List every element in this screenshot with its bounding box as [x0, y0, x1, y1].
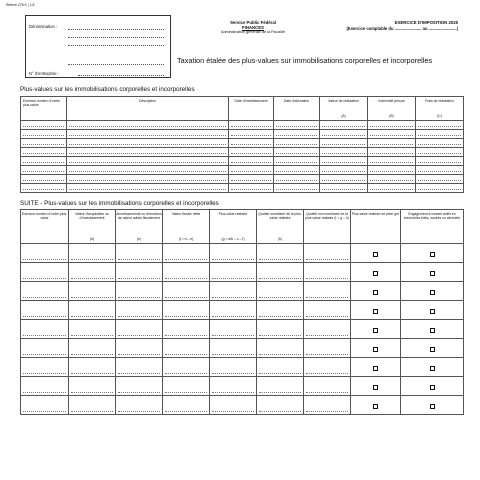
voluntary-checkbox[interactable]: [373, 271, 378, 276]
section1-input-cell[interactable]: [67, 148, 229, 157]
section2-checkbox-cell: [401, 282, 464, 301]
section1-input-cell[interactable]: [416, 130, 464, 139]
section1-input-cell[interactable]: [368, 139, 416, 148]
section1-row: [21, 148, 464, 157]
section1-input-cell[interactable]: [274, 121, 320, 130]
section1-input-cell[interactable]: [21, 121, 67, 130]
section2-row: [21, 301, 464, 320]
section1-input-cell[interactable]: [67, 130, 229, 139]
section2-input-cell[interactable]: [304, 301, 351, 320]
section1-input-cell[interactable]: [368, 157, 416, 166]
section2-checkbox-cell: [351, 263, 401, 282]
section2-row: [21, 320, 464, 339]
address-field-line[interactable]: [68, 64, 164, 65]
section2-input-cell[interactable]: [163, 263, 210, 282]
section1-input-cell[interactable]: [416, 157, 464, 166]
section2-checkbox-cell: [351, 301, 401, 320]
section1-input-cell[interactable]: [368, 184, 416, 193]
reinvestment-checkbox[interactable]: [430, 252, 435, 257]
section2-input-cell[interactable]: [116, 282, 163, 301]
section2-input-cell[interactable]: [116, 396, 163, 415]
section2-title: SUITE - Plus-values sur les immobilisations corporelles et incorporelles: [20, 200, 219, 207]
section1-input-cell[interactable]: [368, 175, 416, 184]
section1-input-cell[interactable]: [416, 148, 464, 157]
section1-input-cell[interactable]: [320, 121, 368, 130]
section1-input-cell[interactable]: [21, 130, 67, 139]
s2-col-header: Amortissements ou réductions de valeur admis fiscalement (e): [116, 210, 163, 244]
section1-input-cell[interactable]: [274, 184, 320, 193]
form-reference: Relevé 276 K | 1/2: [6, 3, 35, 7]
section2-input-cell[interactable]: [163, 282, 210, 301]
s2-col-header: Quotité non monétaire de la plus-value réalisée (i = g – h): [304, 210, 351, 244]
section1-input-cell[interactable]: [67, 139, 229, 148]
section2-input-cell[interactable]: [257, 320, 304, 339]
section2-input-cell[interactable]: [21, 244, 69, 263]
accounting-period: (Exercice comptable du ....................... au ........................): [346, 26, 458, 31]
section1-input-cell[interactable]: [67, 121, 229, 130]
section1-header-row: [21, 97, 464, 121]
section1-input-cell[interactable]: [416, 139, 464, 148]
s2-col-header: Quotité monétaire de la plus-value réalisée (h): [257, 210, 304, 244]
section2-row: [21, 244, 464, 263]
reinvestment-checkbox[interactable]: [430, 328, 435, 333]
section2-input-cell[interactable]: [163, 244, 210, 263]
section1-title: Plus-values sur les immobilisations corporelles et incorporelles: [20, 86, 195, 93]
section1-input-cell[interactable]: [320, 157, 368, 166]
voluntary-checkbox[interactable]: [373, 404, 378, 409]
section1-input-cell[interactable]: [229, 175, 274, 184]
section2-input-cell[interactable]: [163, 339, 210, 358]
section1-input-cell[interactable]: [320, 139, 368, 148]
section2-input-cell[interactable]: [210, 282, 257, 301]
enterprise-number-label: N° d'entreprise :: [29, 71, 59, 76]
section1-input-cell[interactable]: [21, 139, 67, 148]
section1-input-cell[interactable]: [274, 130, 320, 139]
section1-input-cell[interactable]: [320, 175, 368, 184]
section2-input-cell[interactable]: [116, 244, 163, 263]
section2-input-cell[interactable]: [163, 396, 210, 415]
finances-name: FINANCES: [242, 25, 264, 31]
section1-input-cell[interactable]: [21, 148, 67, 157]
section2-checkbox-cell: [401, 339, 464, 358]
section2-checkbox-cell: [351, 244, 401, 263]
section2-input-cell[interactable]: [21, 377, 69, 396]
section2-row: [21, 263, 464, 282]
denomination-label: Dénomination :: [29, 24, 58, 29]
section1-input-cell[interactable]: [368, 130, 416, 139]
section2-checkbox-cell: [401, 263, 464, 282]
section1-input-cell[interactable]: [368, 166, 416, 175]
section2-input-cell[interactable]: [210, 339, 257, 358]
section2-input-cell[interactable]: [116, 358, 163, 377]
section2-input-cell[interactable]: [21, 320, 69, 339]
section2-input-cell[interactable]: [21, 358, 69, 377]
section1-input-cell[interactable]: [229, 148, 274, 157]
s2-col-header: Valeur fiscale nette (f = d – e): [163, 210, 210, 244]
denomination-field-line-2[interactable]: [68, 37, 164, 38]
section1-input-cell[interactable]: [67, 157, 229, 166]
section2-input-cell[interactable]: [69, 320, 116, 339]
section1-input-cell[interactable]: [416, 184, 464, 193]
section2-input-cell[interactable]: [210, 263, 257, 282]
section1-input-cell[interactable]: [320, 184, 368, 193]
section2-input-cell[interactable]: [304, 358, 351, 377]
section2-input-cell[interactable]: [21, 339, 69, 358]
administration-name: Administration générale de la Fiscalité: [220, 30, 286, 35]
s1-col-header: Valeur de réalisation (A): [320, 97, 368, 121]
voluntary-checkbox[interactable]: [373, 385, 378, 390]
section2-input-cell[interactable]: [304, 396, 351, 415]
section2-row: [21, 396, 464, 415]
section1-input-cell[interactable]: [320, 166, 368, 175]
section1-input-cell[interactable]: [274, 148, 320, 157]
denomination-field-line-1[interactable]: [68, 29, 164, 30]
section2-input-cell[interactable]: [257, 377, 304, 396]
section2-input-cell[interactable]: [69, 263, 116, 282]
section2-input-cell[interactable]: [304, 282, 351, 301]
section2-input-cell[interactable]: [257, 339, 304, 358]
section2-input-cell[interactable]: [69, 339, 116, 358]
section2-input-cell[interactable]: [257, 282, 304, 301]
section1-row: [21, 139, 464, 148]
section1-input-cell[interactable]: [368, 148, 416, 157]
reinvestment-checkbox[interactable]: [430, 404, 435, 409]
reinvestment-checkbox[interactable]: [430, 366, 435, 371]
s1-col-header: Description: [67, 97, 229, 121]
section1-input-cell[interactable]: [67, 166, 229, 175]
section2-input-cell[interactable]: [304, 244, 351, 263]
section2-input-cell[interactable]: [210, 358, 257, 377]
section2-input-cell[interactable]: [257, 396, 304, 415]
section1-input-cell[interactable]: [274, 166, 320, 175]
section2-checkbox-cell: [351, 320, 401, 339]
voluntary-checkbox[interactable]: [373, 252, 378, 257]
s1-col-header: Indemnité perçue (B): [368, 97, 416, 121]
section1-row: [21, 121, 464, 130]
section2-input-cell[interactable]: [21, 396, 69, 415]
s1-col-header: Frais de réalisation (C): [416, 97, 464, 121]
section2-input-cell[interactable]: [116, 339, 163, 358]
reinvestment-checkbox[interactable]: [430, 309, 435, 314]
section2-table: [20, 209, 464, 415]
section2-input-cell[interactable]: [257, 263, 304, 282]
section2-input-cell[interactable]: [69, 282, 116, 301]
section2-input-cell[interactable]: [257, 244, 304, 263]
exercise-block: [347, 20, 458, 32]
section2-input-cell[interactable]: [116, 320, 163, 339]
section1-row: [21, 175, 464, 184]
section1-input-cell[interactable]: [67, 175, 229, 184]
enterprise-number-field[interactable]: [78, 75, 164, 76]
s2-col-header: Plus-value réalisée (g = a/b – c – f): [210, 210, 257, 244]
page-title: Taxation étalée des plus-values sur immobilisations corporelles et incorporelles: [177, 56, 433, 65]
section1-input-cell[interactable]: [320, 148, 368, 157]
section2-row: [21, 339, 464, 358]
section2-checkbox-cell: [401, 244, 464, 263]
reinvestment-checkbox[interactable]: [430, 290, 435, 295]
identification-box: [25, 15, 171, 78]
section2-input-cell[interactable]: [69, 301, 116, 320]
section2-input-cell[interactable]: [210, 320, 257, 339]
section2-input-cell[interactable]: [69, 377, 116, 396]
section1-input-cell[interactable]: [229, 121, 274, 130]
voluntary-checkbox[interactable]: [373, 290, 378, 295]
section2-input-cell[interactable]: [257, 358, 304, 377]
section1-input-cell[interactable]: [229, 157, 274, 166]
section2-checkbox-cell: [351, 396, 401, 415]
section1-row: [21, 157, 464, 166]
section1-input-cell[interactable]: [229, 139, 274, 148]
exercise-year: EXERCICE D'IMPOSITION 2025: [394, 20, 458, 25]
section2-input-cell[interactable]: [163, 320, 210, 339]
section2-input-cell[interactable]: [163, 358, 210, 377]
s2-col-header: Plus-value réalisée de plein gré: [351, 210, 401, 244]
section2-checkbox-cell: [401, 358, 464, 377]
section1-row: [21, 130, 464, 139]
denomination-field-line-3[interactable]: [68, 45, 164, 46]
voluntary-checkbox[interactable]: [373, 328, 378, 333]
section1-input-cell[interactable]: [368, 121, 416, 130]
section2-header-row: [21, 210, 464, 244]
section1-input-cell[interactable]: [229, 184, 274, 193]
section1-input-cell[interactable]: [416, 175, 464, 184]
s2-col-header: Exercice-numéro d'ordre plus-value: [21, 210, 69, 244]
section2-input-cell[interactable]: [210, 301, 257, 320]
section1-table: [20, 96, 464, 193]
section2-row: [21, 358, 464, 377]
section2-input-cell[interactable]: [69, 396, 116, 415]
s1-col-header: Date d'investissement: [229, 97, 274, 121]
s1-col-header: Exercice numéro d'ordre plus-value: [21, 97, 67, 121]
section1-input-cell[interactable]: [67, 184, 229, 193]
section2-input-cell[interactable]: [116, 263, 163, 282]
section1-input-cell[interactable]: [274, 175, 320, 184]
section1-input-cell[interactable]: [21, 166, 67, 175]
s2-col-header: Engagement à investir actifs en immeubles bâtis, navires ou aéronefs: [401, 210, 464, 244]
section2-checkbox-cell: [351, 377, 401, 396]
section2-checkbox-cell: [401, 377, 464, 396]
section1-row: [21, 184, 464, 193]
service-name: Service Public Fédéral: [230, 20, 276, 25]
section2-input-cell[interactable]: [69, 244, 116, 263]
section1-input-cell[interactable]: [274, 139, 320, 148]
s1-col-header: Date d'aliénation: [274, 97, 320, 121]
section2-input-cell[interactable]: [257, 301, 304, 320]
section1-input-cell[interactable]: [229, 166, 274, 175]
reinvestment-checkbox[interactable]: [430, 385, 435, 390]
voluntary-checkbox[interactable]: [373, 309, 378, 314]
section2-input-cell[interactable]: [304, 263, 351, 282]
section2-input-cell[interactable]: [116, 301, 163, 320]
authority-block: [198, 20, 308, 36]
section1-row: [21, 166, 464, 175]
section1-input-cell[interactable]: [416, 166, 464, 175]
section2-input-cell[interactable]: [163, 377, 210, 396]
section1-input-cell[interactable]: [274, 157, 320, 166]
section1-input-cell[interactable]: [21, 157, 67, 166]
section2-checkbox-cell: [401, 320, 464, 339]
section1-input-cell[interactable]: [416, 121, 464, 130]
section2-row: [21, 377, 464, 396]
section2-checkbox-cell: [351, 282, 401, 301]
section2-input-cell[interactable]: [210, 377, 257, 396]
section2-checkbox-cell: [351, 358, 401, 377]
section2-input-cell[interactable]: [163, 301, 210, 320]
section2-input-cell[interactable]: [304, 377, 351, 396]
section1-input-cell[interactable]: [229, 130, 274, 139]
section2-input-cell[interactable]: [21, 263, 69, 282]
section1-input-cell[interactable]: [21, 175, 67, 184]
voluntary-checkbox[interactable]: [373, 366, 378, 371]
section2-checkbox-cell: [401, 396, 464, 415]
section1-input-cell[interactable]: [21, 184, 67, 193]
section2-checkbox-cell: [351, 339, 401, 358]
voluntary-checkbox[interactable]: [373, 347, 378, 352]
reinvestment-checkbox[interactable]: [430, 271, 435, 276]
section2-row: [21, 282, 464, 301]
section2-input-cell[interactable]: [116, 377, 163, 396]
section2-input-cell[interactable]: [304, 320, 351, 339]
section2-input-cell[interactable]: [69, 358, 116, 377]
section2-input-cell[interactable]: [21, 301, 69, 320]
section2-input-cell[interactable]: [21, 282, 69, 301]
s2-col-header: Valeur d'acquisition ou d'investissement (d): [69, 210, 116, 244]
section2-input-cell[interactable]: [304, 339, 351, 358]
reinvestment-checkbox[interactable]: [430, 347, 435, 352]
section2-input-cell[interactable]: [210, 396, 257, 415]
section2-input-cell[interactable]: [210, 244, 257, 263]
section2-checkbox-cell: [401, 301, 464, 320]
section1-input-cell[interactable]: [320, 130, 368, 139]
